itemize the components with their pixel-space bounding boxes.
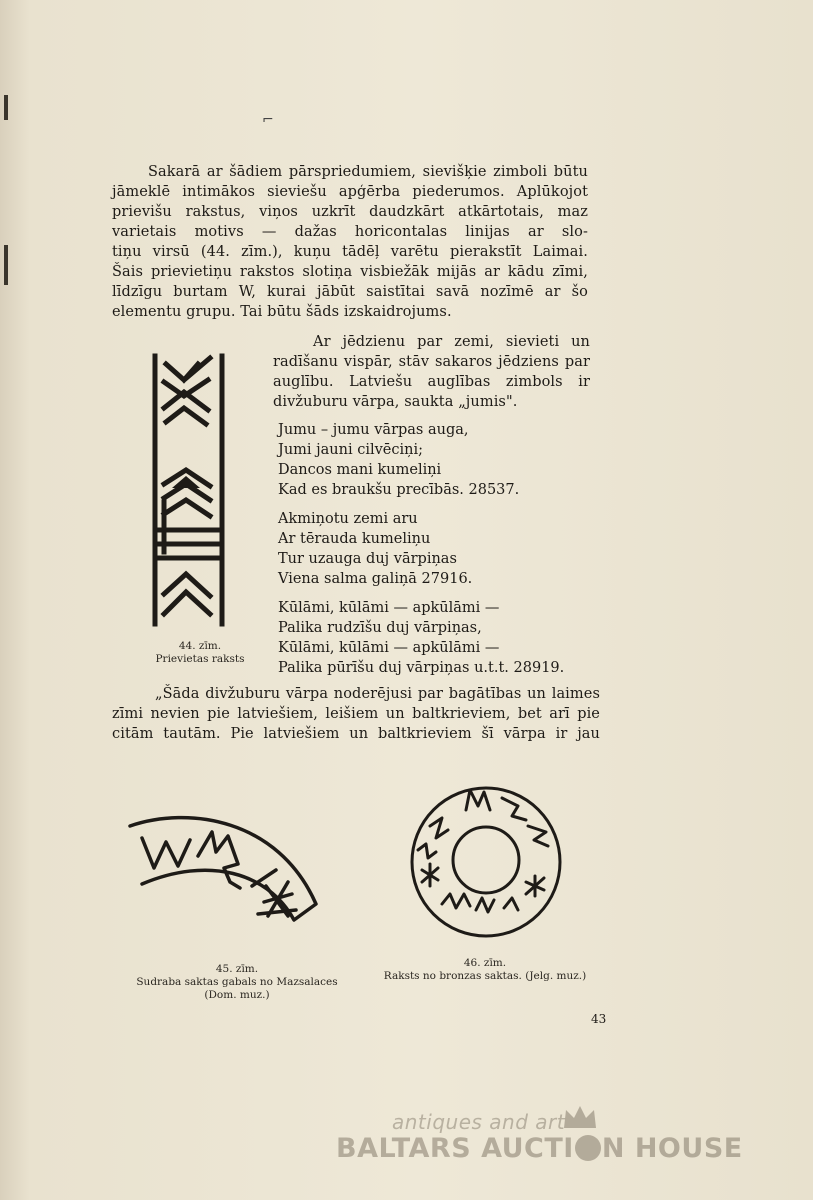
- text-line: auglību. Latviešu auglības zimbols ir: [273, 374, 590, 390]
- binding-marks: [4, 95, 10, 295]
- figure-number: 44. zīm.: [178, 640, 222, 652]
- verse-line: Kūlāmi, kūlāmi — apkūlāmi —: [278, 600, 500, 616]
- figure-45-brooch-fragment: [128, 812, 324, 940]
- figure-46-caption: [360, 957, 610, 983]
- verse-line: Kūlāmi, kūlāmi — apkūlāmi —: [278, 640, 500, 656]
- text-line: līdzīgu burtam W, kurai jābūt saistītai savā nozīmē ar šo: [112, 284, 588, 300]
- figure-caption-text: Prievietas raksts: [155, 653, 245, 665]
- text-line: tiņu virsū (44. zīm.), kuņu tādēļ varētu pierakstīt Laimai.: [112, 244, 588, 260]
- verse-line: Kad es braukšu precībās. 28537.: [278, 482, 520, 498]
- watermark-text-start: BALTARS AUCTI: [336, 1133, 574, 1164]
- text-line: elementu grupu. Tai būtu šāds izskaidrojums.: [112, 304, 452, 320]
- text-line: jāmeklē intimākos sieviešu apģērba piederumos. Aplūkojot: [112, 184, 588, 200]
- text-line: radīšanu vispār, stāv sakaros jēdziens par: [273, 354, 590, 370]
- paragraph-3: [112, 684, 600, 744]
- verse-line: Palika pūrīšu duj vārpiņas u.t.t. 28919.: [278, 660, 565, 676]
- paragraph-2: [273, 332, 590, 412]
- text-line: citām tautām. Pie latviešiem un baltkrieviem šī vārpa ir jau: [112, 726, 600, 742]
- verse-line: Jumi jauni cilvēciņi;: [278, 442, 423, 458]
- watermark-o-circle: [575, 1135, 601, 1161]
- page-number: 43: [591, 1012, 607, 1026]
- text-line: Sakarā ar šādiem pārspriedumiem, sievišķie zimboli būtu: [148, 164, 588, 180]
- text-line: zīmi nevien pie latviešiem, leišiem un baltkrieviem, bet arī pie: [112, 706, 600, 722]
- watermark-logo: [336, 1133, 743, 1164]
- figure-caption-text: Raksts no bronzas saktas. (Jelg. muz.): [383, 970, 587, 982]
- text-line: varietais motivs — dažas horicontalas linijas ar slo-: [112, 224, 588, 240]
- figure-44-sash-pattern: [150, 352, 232, 630]
- text-line: „Šāda divžuburu vārpa noderējusi par bagātības un laimes: [155, 686, 600, 702]
- paragraph-1: [112, 162, 588, 322]
- text-line: prievišu rakstus, viņos uzkrīt daudzkārt atkārtotais, maz: [112, 204, 588, 220]
- verse-line: Jumu – jumu vārpas auga,: [278, 422, 469, 438]
- figure-number: 45. zīm.: [215, 963, 259, 975]
- crown-icon: [562, 1104, 598, 1130]
- watermark-tagline: antiques and art: [392, 1110, 566, 1134]
- text-line: Šais prievietiņu rakstos slotiņa visbiežāk mijās ar kādu zīmi,: [112, 264, 588, 280]
- figure-caption-text: Sudraba saktas gabals no Mazsalaces: [136, 976, 338, 988]
- folk-song-verse-1: [278, 420, 519, 500]
- text-line: Ar jēdzienu par zemi, sievieti un: [313, 334, 590, 350]
- watermark-text-end: N HOUSE: [601, 1133, 743, 1164]
- stray-mark: ⌐: [262, 112, 274, 128]
- figure-44-caption: [140, 640, 260, 666]
- text-line: divžuburu vārpa, saukta „jumis".: [273, 394, 518, 410]
- figure-number: 46. zīm.: [463, 957, 507, 969]
- verse-line: Akmiņotu zemi aru: [278, 511, 418, 527]
- verse-line: Ar tērauda kumeliņu: [278, 531, 431, 547]
- figure-45-caption: [112, 963, 362, 1002]
- verse-line: Viena salma galiņā 27916.: [278, 571, 473, 587]
- folk-song-verse-3: [278, 598, 564, 678]
- folk-song-verse-2: [278, 509, 472, 589]
- figure-46-bronze-brooch: [408, 784, 564, 940]
- figure-source: (Dom. muz.): [204, 989, 270, 1001]
- verse-line: Palika rudzīšu duj vārpiņas,: [278, 620, 482, 636]
- verse-line: Dancos mani kumeliņi: [278, 462, 442, 478]
- verse-line: Tur uzauga duj vārpiņas: [278, 551, 457, 567]
